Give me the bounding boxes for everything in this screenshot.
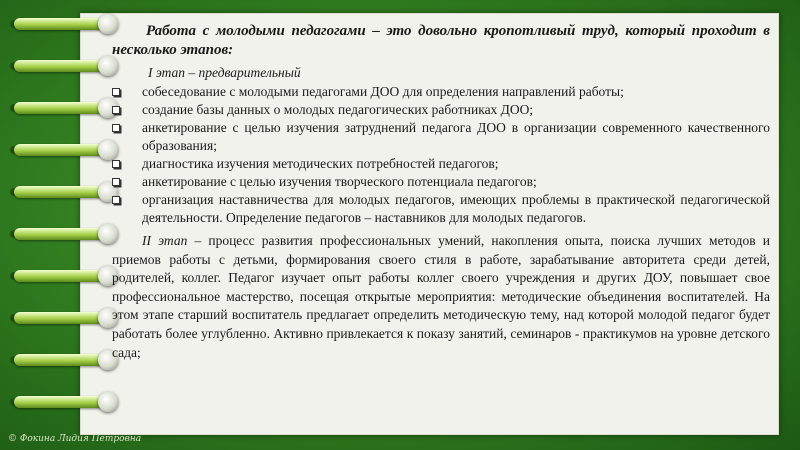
list-item: создание базы данных о молодых педагогических работниках ДОО; [112, 101, 770, 119]
list-item: собеседование с молодыми педагогами ДОО для определения направлений работы; [112, 83, 770, 101]
checkbox-bullet-icon [112, 88, 120, 96]
binding-ring [6, 12, 124, 36]
binding-ring [6, 138, 124, 162]
stage1-list [112, 83, 770, 227]
checkbox-bullet-icon [112, 196, 120, 204]
notebook-binding [0, 0, 130, 450]
binding-ring [6, 306, 124, 330]
stage2-paragraph [112, 232, 770, 362]
slide-title: Работа с молодыми педагогами – это довольно кропотливый труд, который проходит в несколько этапов: [112, 23, 770, 58]
list-item: анкетирование с целью изучения затруднений педагога ДОО в организации современного качественного образования; [112, 119, 770, 155]
stage2-text: процесс развития профессиональных умений, накопления опыта, поиска лучших методов и приемов работы с детьми, формирования своего стиля в работе, зарабатывание авторитета среди детей, родителей, коллег. Педагог изучает опыт работы коллег своего учреждения и других ДОУ, повышает свое профессиональное мастерство, посещая открытые мероприятия: методические объединения воспитателей. На этом этапе старший воспитатель предлагает определить методическую тему, над которой молодой педагог будет работать более углубленно. Активно привлекается к показу занятий, семинаров - практикумов на уровне детского сада; [112, 233, 771, 360]
checkbox-bullet-icon [112, 178, 120, 186]
binding-ring [6, 96, 124, 120]
binding-ring [6, 348, 124, 372]
checkbox-bullet-icon [112, 106, 120, 114]
list-item: диагностика изучения методических потребностей педагогов; [112, 155, 770, 173]
author-credit: © Фокина Лидия Петровна [8, 434, 142, 444]
binding-ring [6, 54, 124, 78]
list-item: организация наставничества для молодых педагогов, имеющих проблемы в практической педагогической деятельности. Определение педагогов – наставников для молодых педагогов. [112, 191, 770, 227]
binding-ring [6, 180, 124, 204]
list-item: анкетирование с целью изучения творческого потенциала педагогов; [112, 173, 770, 191]
binding-ring [6, 264, 124, 288]
stage2-heading: II этап – [142, 233, 202, 248]
binding-ring [6, 390, 124, 414]
slide-content [112, 22, 770, 362]
checkbox-bullet-icon [112, 160, 120, 168]
binding-ring [6, 222, 124, 246]
stage1-heading: I этап – предварительный [148, 65, 301, 80]
checkbox-bullet-icon [112, 124, 120, 132]
